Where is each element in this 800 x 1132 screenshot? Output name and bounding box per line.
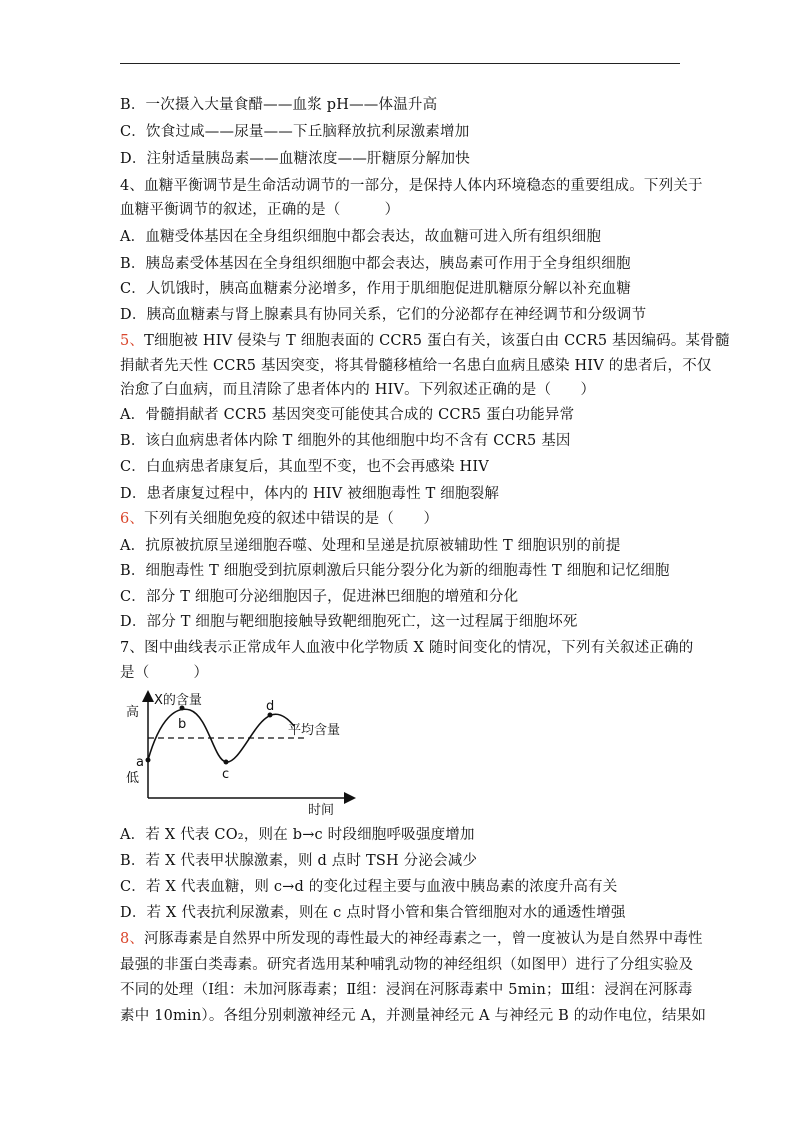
content-curve bbox=[148, 709, 294, 762]
x-axis-label: 时间 bbox=[308, 803, 335, 816]
question-5-stem-line-1 bbox=[120, 331, 730, 351]
question-4-option-a: A．血糖受体基因在全身组织细胞中都会表达，故血糖可进入所有组织细胞 bbox=[120, 229, 602, 245]
point-c-marker bbox=[224, 760, 229, 765]
question-8-stem-line-3: 不同的处理（Ⅰ组：未加河豚毒素；Ⅱ组：浸润在河豚毒素中 5min；Ⅲ组：浸润在河豚毒 bbox=[120, 982, 693, 998]
question-7-option-a: A．若 X 代表 CO₂，则在 b→c 时段细胞呼吸强度增加 bbox=[120, 827, 475, 843]
low-label: 低 bbox=[126, 771, 140, 786]
question-8-stem-line-4: 素中 10min）。各组分别刺激神经元 A，并测量神经元 A 与神经元 B 的动作电位，结果如 bbox=[120, 1008, 707, 1024]
question-6-option-b: B．细胞毒性 T 细胞受到抗原刺激后只能分裂分化为新的细胞毒性 T 细胞和记忆细胞 bbox=[120, 563, 670, 579]
question-6-option-a: A．抗原被抗原呈递细胞吞噬、处理和呈递是抗原被辅助性 T 细胞识别的前提 bbox=[120, 538, 621, 554]
question-4-stem-line-2: 血糖平衡调节的叙述，正确的是（ ） bbox=[120, 202, 400, 218]
question-6-option-d: D．部分 T 细胞与靶细胞接触导致靶细胞死亡，这一过程属于细胞坏死 bbox=[120, 614, 578, 630]
y-axis-label: X的含量 bbox=[154, 693, 202, 708]
question-5-option-a: A．骨髓捐献者 CCR5 基因突变可能使其合成的 CCR5 蛋白功能异常 bbox=[120, 407, 575, 423]
question-5-option-b: B．该白血病患者体内除 T 细胞外的其他细胞中均不含有 CCR5 基因 bbox=[120, 433, 571, 449]
question-8-number: 8、 bbox=[120, 931, 145, 947]
curve-diagram bbox=[118, 688, 358, 816]
question-5-stem-line-3: 治愈了白血病，而且清除了患者体内的 HIV。下列叙述正确的是（ ） bbox=[120, 382, 596, 398]
point-a-marker bbox=[146, 758, 151, 763]
question-7-option-b: B．若 X 代表甲状腺激素，则 d 点时 TSH 分泌会减少 bbox=[120, 853, 478, 869]
option-b-line: B．一次摄入大量食醋——血浆 pH——体温升高 bbox=[120, 97, 438, 113]
point-a-label: a bbox=[136, 755, 144, 770]
header-rule bbox=[120, 63, 680, 64]
question-5-option-c: C．白血病患者康复后，其血型不变，也不会再感染 HIV bbox=[120, 459, 489, 475]
high-label: 高 bbox=[126, 705, 140, 720]
question-5-stem-line-2: 捐献者先天性 CCR5 基因突变，将其骨髓移植给一名患白血病且感染 HIV 的患者后，不仅 bbox=[120, 358, 712, 374]
question-6-text: 下列有关细胞免疫的叙述中错误的是（ ） bbox=[144, 511, 439, 527]
question-8-stem-line-2: 最强的非蛋白类毒素。研究者选用某种哺乳动物的神经组织（如图甲）进行了分组实验及 bbox=[120, 957, 694, 973]
question-7-stem-line-2: 是（ ） bbox=[120, 665, 209, 681]
option-c-line: C．饮食过咸——尿量——下丘脑释放抗利尿激素增加 bbox=[120, 124, 470, 140]
option-d-line: D．注射适量胰岛素——血糖浓度——肝糖原分解加快 bbox=[120, 151, 470, 167]
x-content-curve-figure bbox=[118, 688, 358, 816]
mean-label: 平均含量 bbox=[288, 723, 341, 738]
question-6-number: 6、 bbox=[120, 511, 145, 527]
question-7-option-c: C．若 X 代表血糖，则 c→d 的变化过程主要与血液中胰岛素的浓度升高有关 bbox=[120, 879, 618, 895]
question-7-stem-line-1: 7、图中曲线表示正常成年人血液中化学物质 X 随时间变化的情况，下列有关叙述正确的 bbox=[120, 640, 694, 656]
question-4-option-c: C．人饥饿时，胰高血糖素分泌增多，作用于肌细胞促进肌糖原分解以补充血糖 bbox=[120, 281, 632, 297]
question-8-text: 河豚毒素是自然界中所发现的毒性最大的神经毒素之一，曾一度被认为是自然界中毒性 bbox=[144, 931, 703, 947]
point-b-label: b bbox=[178, 717, 187, 732]
question-7-option-d: D．若 X 代表抗利尿激素，则在 c 点时肾小管和集合管细胞对水的通透性增强 bbox=[120, 905, 626, 921]
point-c-label: c bbox=[222, 767, 230, 782]
question-6-stem bbox=[120, 509, 690, 529]
question-5-text: T细胞被 HIV 侵染与 T 细胞表面的 CCR5 蛋白有关，该蛋白由 CCR5 基因编码。某骨髓 bbox=[144, 333, 730, 349]
question-4-option-d: D．胰高血糖素与肾上腺素具有协同关系，它们的分泌都存在神经调节和分级调节 bbox=[120, 307, 647, 323]
question-5-number: 5、 bbox=[120, 333, 145, 349]
question-4-stem-line-1: 4、血糖平衡调节是生命活动调节的一部分，是保持人体内环境稳态的重要组成。下列关于 bbox=[120, 178, 703, 194]
point-d-label: d bbox=[266, 699, 275, 714]
question-4-option-b: B．胰岛素受体基因在全身组织细胞中都会表达，胰岛素可作用于全身组织细胞 bbox=[120, 256, 631, 272]
question-8-stem-line-1 bbox=[120, 929, 703, 949]
question-6-option-c: C．部分 T 细胞可分泌细胞因子，促进淋巴细胞的增殖和分化 bbox=[120, 589, 519, 605]
question-5-option-d: D．患者康复过程中，体内的 HIV 被细胞毒性 T 细胞裂解 bbox=[120, 486, 500, 502]
